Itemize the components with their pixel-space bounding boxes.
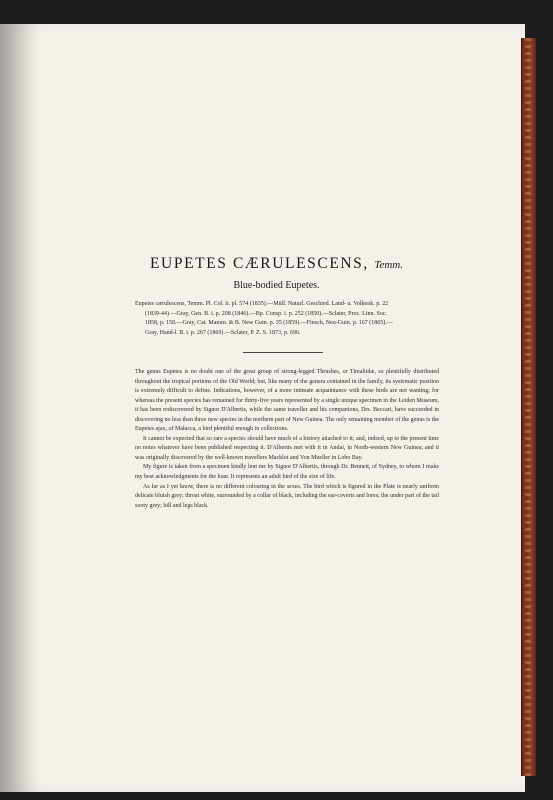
paragraph: It cannot be expected that so rare a species should have much of a history attached to it; and, indeed, up to the present time no notes whatever have been published respecting it. D'Albertis met with it in Andai, in North-western New Guinea; and it was originally discovered by the well-known travellers Macklot and Von Mueller in Lobo Bay. (135, 435, 439, 461)
paragraph: The genus Eupetes is no doubt one of the great group of strong-legged Thrushes, or Timaliidæ, so plentifully distributed throughout the tropical portions of the Old World; but, like many of the genera contained in the family, its systematic position is extremely difficult to define. Indications, however, of a more intimate acquaintance with these birds are not wanting; for whereas the present species has remained for thirty-five years represented by a single unique specimen in the Leiden Museum, it has been rediscovered by Signor D'Albertis, while the same traveller and his companions, Drs. Beccari, have succeeded in discovering no less than three new species in the northern part of New Guinea. The only remaining member of the genus is the Eupetes ajax, of Malacca, a bird plentiful enough in collections. (135, 369, 439, 433)
synonymy-line: (1839-44).—Gray, Gen. B. i. p. 208 (1846).—Bp. Consp. i. p. 252 (1850).—Sclater, Proc. Linn. Soc. (145, 310, 388, 317)
common-name: Blue-bodied Eupetes. (233, 280, 320, 291)
species-name: EUPETES CÆRULESCENS, (149, 255, 369, 272)
paragraph: As far as I yet know, there is no different colouring in the sexes. The bird which is figured in the Plate is nearly uniform delicate bluish grey; throat white, surrounded by a collar of black, including the ear-coverts and lores; the under part of the tail sooty grey; bill and legs black. (135, 483, 439, 509)
species-title (0, 255, 553, 273)
synonymy-line: Eupetes cærulescens, Temm. Pl. Col. ii. pl. 574 (1835).—Müll. Naturl. Geschied. Land- u. Volkenk. p. 22 (135, 301, 389, 307)
body-text (135, 368, 439, 511)
synonymy-line: 1858, p. 158.—Gray, Cat. Mamm. & B. New Guin. p. 35 (1859).—Finsch, Neu-Guin. p. 167 (1865).— (145, 320, 393, 327)
section-divider (243, 352, 323, 353)
species-author: Temm. (374, 259, 403, 271)
cover-edge (521, 38, 536, 776)
synonymy-line: Gray, Hand-l. B. i. p. 267 (1869).—Sclater, P. Z. S. 1873, p. 696. (145, 329, 301, 336)
paragraph: My figure is taken from a specimen kindly lent me by Signor D'Albertis, through Dr. Bennett, of Sydney, to whom I make my best acknowledgments for the loan. It represents an adult bird of the size of life. (135, 464, 439, 481)
gutter-shadow (0, 24, 40, 792)
synonymy-block (135, 300, 439, 338)
